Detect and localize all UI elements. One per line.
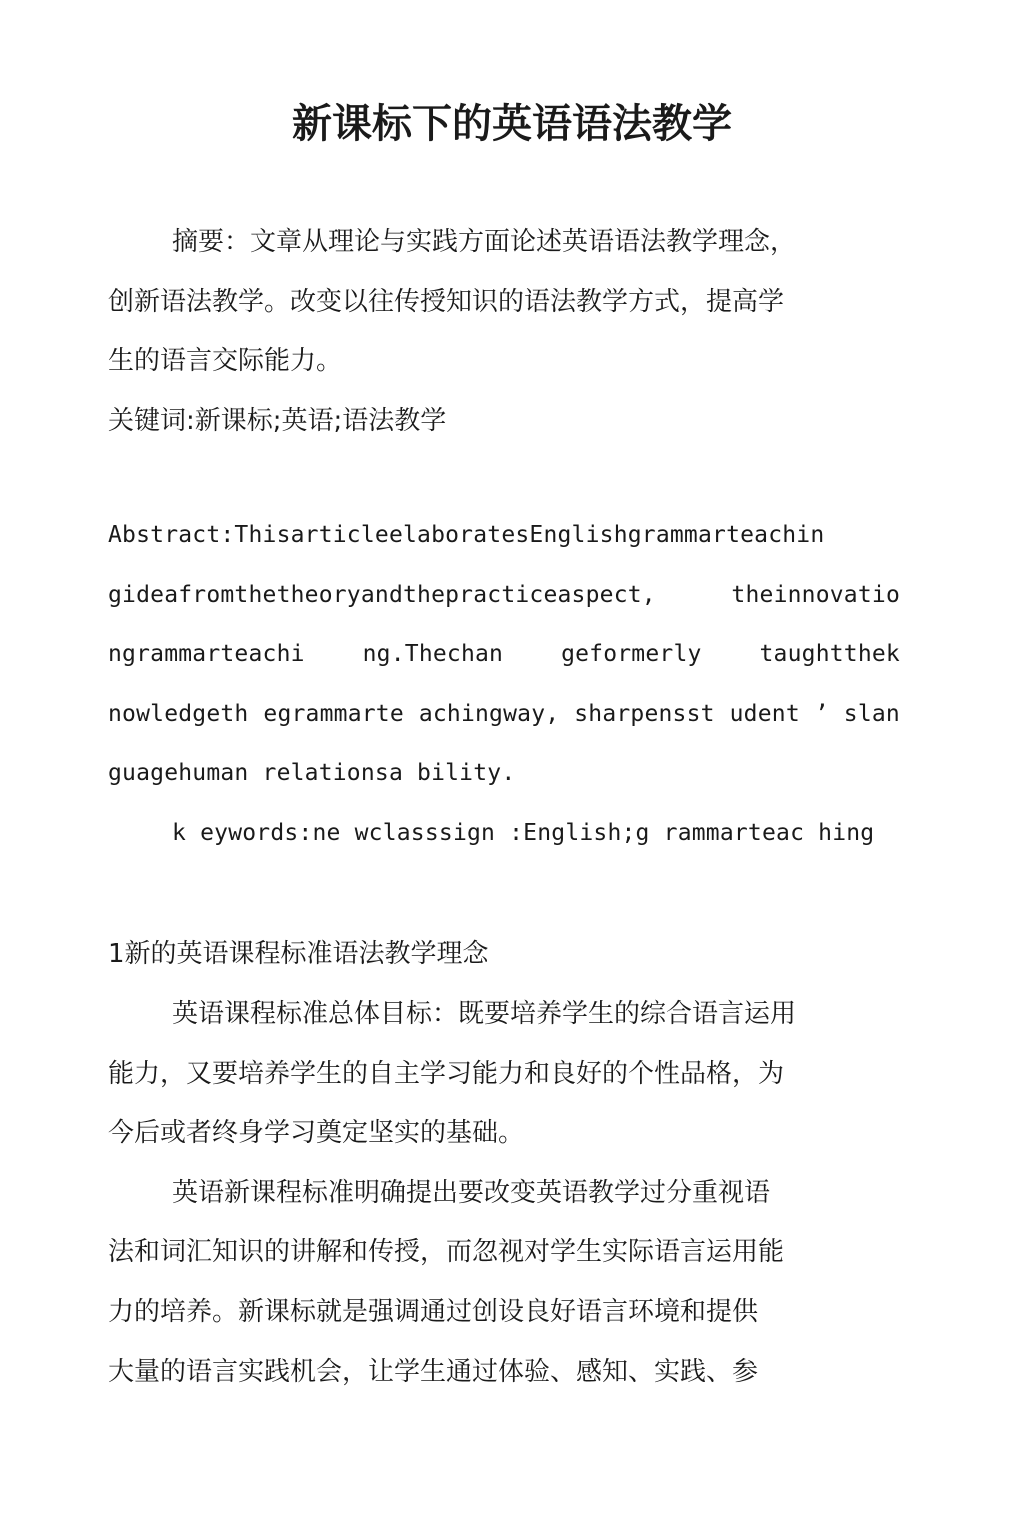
abstract-en-line-4	[108, 697, 900, 731]
abstract-en-word: slan	[843, 701, 900, 727]
section1-para2-line-1: 英语新课程标准明确提出要改变英语教学过分重视语	[172, 1178, 771, 1208]
abstract-en-word: geformerly	[561, 641, 702, 667]
abstract-en-word: ’	[814, 701, 829, 727]
abstract-en-word: udent	[729, 701, 800, 727]
section1-para2-line-2: 法和词汇知识的讲解和传授，而忽视对学生实际语言运用能	[108, 1237, 785, 1267]
keywords-cn: 关键词:新课标;英语;语法教学	[108, 406, 447, 436]
abstract-en-line-1: Abstract:ThisarticleelaboratesEnglishgrammarteachin	[108, 522, 825, 548]
abstract-en-word: nowledgeth	[108, 701, 249, 727]
abstract-en-line-2	[108, 578, 900, 612]
section1-para1-line-1: 英语课程标准总体目标：既要培养学生的综合语言运用	[172, 999, 797, 1029]
abstract-cn-line-1: 摘要：文章从理论与实践方面论述英语语法教学理念，	[172, 227, 797, 257]
abstract-en-word: ng.Thechan	[362, 641, 504, 667]
abstract-en-word: egrammarte	[263, 701, 404, 727]
abstract-en-word: achingway,	[418, 701, 560, 727]
abstract-en-line-3	[108, 637, 900, 671]
section1-para1-line-3: 今后或者终身学习奠定坚实的基础。	[108, 1118, 525, 1148]
section-heading: 1新的英语课程标准语法教学理念	[108, 939, 489, 969]
abstract-cn-line-3: 生的语言交际能力。	[108, 346, 343, 376]
abstract-en-word: taughtthek	[759, 641, 900, 667]
keywords-en: k eywords:ne wclasssign :English;g rammarteac hing	[172, 820, 875, 846]
abstract-en-line-5: guagehuman relationsa bility.	[108, 760, 516, 786]
section1-para1-line-2: 能力，又要培养学生的自主学习能力和良好的个性品格，为	[108, 1059, 785, 1089]
abstract-en-word: ngrammarteachi	[108, 641, 305, 667]
abstract-en-word: gideafromthetheoryandthepracticeaspect,	[108, 582, 656, 608]
abstract-en-word: theinnovatio	[731, 582, 900, 608]
section1-para2-line-4: 大量的语言实践机会，让学生通过体验、感知、实践、参	[108, 1357, 759, 1387]
abstract-cn-line-2: 创新语法教学。改变以往传授知识的语法教学方式，提高学	[108, 287, 785, 317]
abstract-en-word: sharpensst	[574, 701, 715, 727]
section1-para2-line-3: 力的培养。新课标就是强调通过创设良好语言环境和提供	[108, 1297, 759, 1327]
page-title: 新课标下的英语语法教学	[292, 101, 732, 147]
